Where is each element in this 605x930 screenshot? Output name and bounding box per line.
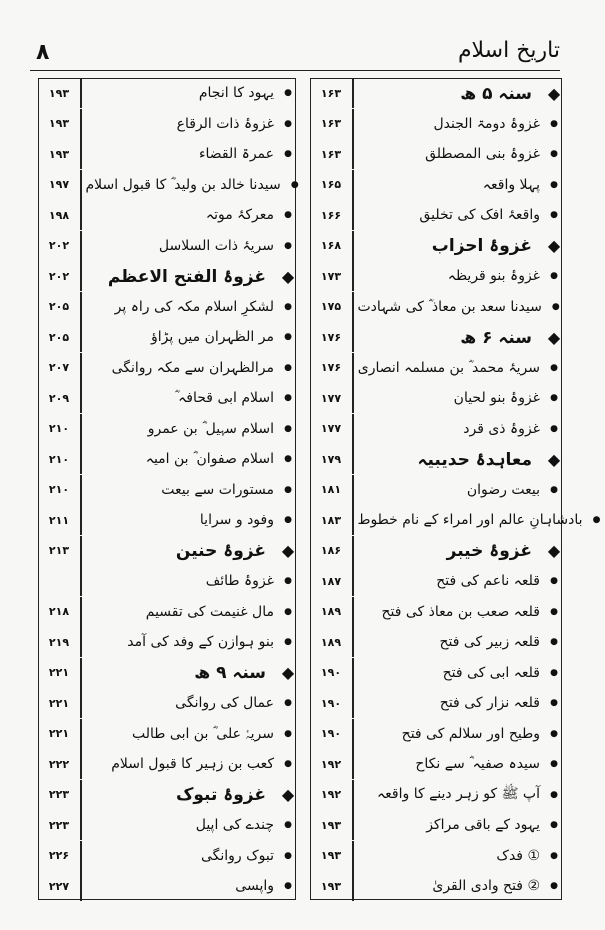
toc-entry[interactable] — [310, 871, 562, 901]
dot-bullet-icon: ● — [284, 332, 292, 342]
dot-bullet-icon: ● — [550, 698, 558, 708]
dot-bullet-icon: ● — [550, 850, 558, 861]
toc-entry-title: غزوۂ بنی المصطلق — [425, 146, 540, 162]
toc-entry-title: غزوۂ ذی قرد — [463, 420, 540, 437]
dot-bullet-icon: ● — [550, 820, 558, 830]
dot-bullet-icon: ● — [284, 850, 292, 861]
toc-entry[interactable] — [310, 597, 562, 627]
toc-page-number: ۱۹۰ — [320, 696, 342, 710]
dot-bullet-icon: ● — [284, 362, 292, 373]
toc-entry-title: ① فدک — [496, 847, 540, 864]
toc-page-number: ۲۲۳ — [48, 818, 70, 832]
book-title: تاریخ اسلام — [457, 38, 560, 63]
toc-entry-title: غزوۂ بنو قریظہ — [447, 268, 540, 284]
dot-bullet-icon: ● — [290, 179, 299, 190]
toc-page-number: ۱۹۳ — [48, 117, 70, 130]
dot-bullet-icon: ● — [550, 179, 558, 190]
toc-entry[interactable] — [38, 78, 296, 108]
toc-entry[interactable] — [310, 658, 562, 688]
toc-entry-title: غزوۂ دومۃ الجندل — [433, 115, 540, 132]
toc-page-number: ۲۰۷ — [48, 361, 70, 374]
toc-entry[interactable] — [310, 78, 562, 108]
toc-page-number: ۲۲۱ — [48, 666, 70, 679]
toc-page-number: ۲۰۲ — [48, 239, 70, 252]
toc-entry[interactable] — [38, 322, 296, 352]
toc-entry-title: سریۂ ذات السلاسل — [158, 237, 274, 254]
toc-page-number: ۱۶۶ — [320, 208, 342, 222]
toc-entry[interactable] — [310, 322, 562, 352]
toc-entry-title: وفود و سرایا — [199, 512, 274, 528]
toc-entry[interactable] — [310, 749, 562, 779]
toc-entry-title: غزوۂ طائف — [205, 573, 274, 589]
toc-entry[interactable] — [38, 475, 296, 505]
toc-entry-title: غزوۂ احزاب — [431, 236, 532, 256]
toc-page-number: ۱۸۱ — [320, 483, 342, 496]
toc-entry-title: اسلام صفوان ؓ بن امیہ — [145, 451, 274, 467]
dot-bullet-icon: ● — [284, 301, 292, 312]
dot-bullet-icon: ● — [550, 759, 558, 769]
toc-page-number: ۱۹۳ — [320, 818, 342, 832]
dot-bullet-icon: ● — [592, 515, 601, 525]
toc-page-number: ۲۱۰ — [48, 452, 70, 466]
toc-page-number: ۱۶۳ — [320, 147, 342, 161]
toc-entry[interactable] — [310, 719, 562, 749]
dot-bullet-icon: ● — [284, 210, 292, 220]
toc-entry-title: یہود کا انجام — [198, 85, 274, 101]
toc-entry[interactable] — [310, 810, 562, 840]
toc-entry[interactable] — [38, 780, 296, 810]
toc-page-number: ۲۲۱ — [48, 727, 70, 740]
toc-page-number: ۲۱۸ — [48, 605, 70, 618]
dot-bullet-icon: ● — [550, 667, 558, 678]
toc-entry[interactable] — [38, 719, 296, 749]
toc-entry-title: سنہ ۹ ھ — [194, 663, 266, 683]
dot-bullet-icon: ● — [284, 881, 292, 891]
toc-entry[interactable] — [310, 475, 562, 505]
toc-entry-title: قلعہ نزار کی فتح — [439, 695, 540, 711]
toc-page-number: ۱۶۳ — [320, 86, 342, 100]
toc-page-number: ۲۲۳ — [48, 788, 70, 801]
toc-page-number: ۲۱۰ — [48, 422, 70, 435]
diamond-bullet-icon: ◆ — [281, 541, 295, 560]
toc-page-number: ۱۸۳ — [320, 513, 342, 527]
toc-entry-title: پہلا واقعہ — [482, 176, 540, 193]
toc-entry-title: قلعہ ابی کی فتح — [442, 664, 540, 681]
toc-entry[interactable] — [38, 139, 296, 169]
toc-entry-title: غزوۂ ذات الرقاع — [176, 115, 274, 132]
toc-entry[interactable] — [310, 383, 562, 413]
toc-page-number: ۲۱۹ — [48, 635, 70, 649]
dot-bullet-icon: ● — [284, 515, 292, 525]
right-column — [310, 78, 601, 903]
toc-entry-title: سریۂ علی ؓ بن ابی طالب — [132, 725, 274, 742]
dot-bullet-icon: ● — [550, 149, 558, 159]
toc-entry-title: سریۂ محمد ؓ بن مسلمہ انصاری — [357, 359, 540, 376]
toc-entry[interactable] — [38, 749, 296, 779]
toc-entry[interactable] — [38, 871, 296, 901]
toc-page-number: ۱۹۳ — [320, 849, 342, 862]
diamond-bullet-icon: ◆ — [281, 266, 295, 286]
toc-entry[interactable] — [310, 444, 562, 474]
toc-entry-title: غزوۂ تبوک — [175, 785, 266, 805]
toc-entry-title: ② فتح وادی القریٰ — [432, 878, 540, 894]
toc-page-number: ۱۷۷ — [320, 422, 342, 435]
toc-entry[interactable] — [310, 109, 562, 139]
toc-page-number: ۲۲۶ — [48, 849, 70, 862]
toc-entry-title: تبوک روانگی — [200, 847, 274, 864]
toc-page-number: ۱۶۸ — [320, 239, 342, 252]
toc-entry[interactable] — [38, 505, 296, 535]
toc-entry-title: قلعہ صعب بن معاذ کی فتح — [381, 603, 540, 620]
diamond-bullet-icon: ◆ — [547, 541, 561, 560]
toc-page-number: ۲۱۰ — [48, 483, 70, 496]
dot-bullet-icon: ● — [550, 484, 558, 495]
header-rule — [30, 70, 560, 71]
toc-page-number: ۲۲۷ — [48, 879, 70, 893]
toc-page-number: ۲۰۵ — [48, 330, 70, 344]
toc-entry[interactable] — [310, 536, 562, 566]
dot-bullet-icon: ● — [284, 454, 292, 464]
toc-entry-title: بادشاہانِ عالم اور امراء کے نام خطوط — [357, 512, 583, 528]
toc-entry[interactable] — [38, 231, 296, 261]
toc-entry-title: معرکۂ موتہ — [205, 207, 274, 223]
diamond-bullet-icon: ◆ — [281, 785, 295, 804]
toc-page-number: ۲۰۵ — [48, 300, 70, 313]
toc-entry[interactable] — [310, 353, 562, 383]
toc-page-number: ۱۷۷ — [320, 391, 342, 405]
toc-entry-title: واقعۂ افک کی تخلیق — [419, 207, 540, 223]
toc-entry-title: واپسی — [235, 878, 274, 894]
dot-bullet-icon: ● — [550, 210, 558, 220]
dot-bullet-icon: ● — [284, 118, 292, 129]
toc-entry[interactable] — [38, 444, 296, 474]
dot-bullet-icon: ● — [284, 606, 292, 617]
toc-page-number: ۱۹۷ — [48, 178, 70, 191]
toc-page-number: ۱۹۳ — [48, 86, 70, 100]
toc-entry[interactable] — [310, 566, 562, 596]
dot-bullet-icon: ● — [284, 637, 292, 647]
dot-bullet-icon: ● — [550, 637, 558, 647]
toc-entry-title: عمال کی روانگی — [175, 695, 274, 711]
dot-bullet-icon: ● — [551, 301, 560, 312]
toc-entry-title: مر الظہران میں پڑاؤ — [151, 329, 274, 345]
toc-entry[interactable] — [310, 292, 562, 322]
dot-bullet-icon: ● — [550, 881, 558, 891]
toc-page-number: ۱۹۳ — [48, 147, 70, 161]
diamond-bullet-icon: ◆ — [547, 83, 561, 103]
toc-page-number: ۱۷۵ — [320, 300, 342, 313]
toc-page-number: ۲۱۱ — [48, 513, 70, 527]
dot-bullet-icon: ● — [284, 759, 292, 769]
toc-page-number: ۱۷۳ — [320, 269, 342, 283]
dot-bullet-icon: ● — [284, 88, 292, 98]
dot-bullet-icon: ● — [284, 149, 292, 159]
toc-entry-title: یہود کے باقی مراکز — [426, 817, 540, 833]
dot-bullet-icon: ● — [550, 118, 558, 129]
toc-page-number: ۱۶۵ — [320, 178, 342, 191]
toc-entry[interactable] — [38, 261, 296, 291]
diamond-bullet-icon: ◆ — [281, 663, 295, 682]
dot-bullet-icon: ● — [284, 728, 292, 739]
toc-entry-title: غزوۂ بنو لحیان — [453, 390, 540, 406]
toc-entry-title: مرالظہران سے مکہ روانگی — [111, 359, 274, 376]
toc-entry-title: مستورات سے بیعت — [161, 481, 274, 498]
toc-page-number: ۱۹۳ — [320, 879, 342, 893]
toc-entry[interactable] — [38, 383, 296, 413]
toc-entry-title: اسلام سہیل ؓ بن عمرو — [147, 420, 274, 437]
toc-entry-title: اسلام ابی قحافہ ؓ — [174, 390, 274, 406]
dot-bullet-icon: ● — [550, 423, 558, 434]
toc-page-number: ۱۶۳ — [320, 117, 342, 130]
toc-entry-title: لشکرِ اسلام مکہ کی راہ پر — [114, 298, 274, 315]
dot-bullet-icon: ● — [550, 271, 558, 281]
dot-bullet-icon: ● — [284, 393, 292, 403]
toc-entry[interactable] — [310, 841, 562, 871]
toc-entry-title: غزوۂ الفتح الاعظم — [107, 266, 266, 287]
dot-bullet-icon: ● — [550, 393, 558, 403]
toc-entry[interactable] — [38, 292, 296, 322]
toc-entry[interactable] — [310, 627, 562, 657]
diamond-bullet-icon: ◆ — [547, 236, 561, 255]
toc-entry[interactable] — [38, 597, 296, 627]
toc-entry[interactable] — [310, 139, 562, 169]
page-number: ۸ — [36, 40, 50, 65]
toc-entry[interactable] — [310, 780, 562, 810]
toc-entry-title: معاہدۂ حدیبیہ — [417, 449, 532, 470]
dot-bullet-icon: ● — [550, 576, 558, 586]
toc-page-number: ۲۲۱ — [48, 696, 70, 710]
left-column — [38, 78, 299, 903]
toc-entry-title: آپ ﷺ کو زہر دینے کا واقعہ — [376, 785, 540, 802]
toc-entry[interactable] — [310, 200, 562, 230]
toc-entry[interactable] — [310, 688, 562, 718]
toc-page-number: ۱۸۷ — [320, 574, 342, 588]
toc-entry[interactable] — [310, 231, 562, 261]
dot-bullet-icon: ● — [284, 576, 292, 586]
toc-entry[interactable] — [310, 170, 562, 200]
dot-bullet-icon: ● — [550, 789, 558, 800]
toc-entry-title: قلعہ زبیر کی فتح — [439, 634, 540, 650]
toc-entry[interactable] — [38, 810, 296, 840]
diamond-bullet-icon: ◆ — [547, 327, 561, 347]
toc-entry[interactable] — [38, 109, 296, 139]
toc-entry-title: غزوۂ حنین — [175, 541, 266, 561]
toc-page-number: ۱۹۰ — [320, 666, 342, 679]
toc-entry-title: قلعہ ناعم کی فتح — [436, 573, 540, 589]
toc-page-number: ۲۰۹ — [48, 391, 70, 405]
toc-entry[interactable] — [38, 200, 296, 230]
dot-bullet-icon: ● — [550, 606, 558, 617]
toc-entry-title: غزوۂ خیبر — [446, 541, 532, 561]
toc-page-number: ۲۱۳ — [48, 544, 70, 557]
toc-page-number: ۲۲۲ — [48, 757, 70, 771]
toc-entry-title: سنہ ۵ ھ — [460, 83, 532, 104]
toc-page-number: ۱۹۸ — [48, 208, 70, 222]
toc-entry-title: سیدنا سعد بن معاذ ؓ کی شہادت — [357, 298, 542, 315]
toc-page-number: ۱۸۹ — [320, 635, 342, 649]
toc-entry[interactable] — [310, 261, 562, 291]
toc-page-number: ۱۷۶ — [320, 330, 342, 344]
toc-entry[interactable] — [38, 170, 299, 200]
toc-entry-title: بنو ہوازن کے وفد کی آمد — [127, 634, 274, 650]
dot-bullet-icon: ● — [284, 240, 292, 251]
dot-bullet-icon: ● — [284, 698, 292, 708]
toc-entry-title: عمرۃ القضاء — [198, 146, 274, 162]
toc-entry-title: سیدہ صفیہ ؓ سے نکاح — [415, 756, 540, 772]
toc-page-number: ۱۷۶ — [320, 361, 342, 374]
dot-bullet-icon: ● — [284, 820, 292, 830]
diamond-bullet-icon: ◆ — [547, 449, 561, 469]
toc-entry[interactable] — [310, 414, 562, 444]
dot-bullet-icon: ● — [550, 728, 558, 739]
toc-page-number: ۱۷۹ — [320, 452, 342, 466]
toc-page-number: ۱۹۰ — [320, 727, 342, 740]
toc-entry[interactable] — [38, 627, 296, 657]
toc-page-number: ۲۰۲ — [48, 269, 70, 283]
dot-bullet-icon: ● — [550, 362, 558, 373]
toc-entry[interactable] — [38, 536, 296, 566]
toc-entry[interactable] — [38, 353, 296, 383]
toc-entry-title: چندے کی اپیل — [195, 817, 274, 833]
toc-entry[interactable] — [310, 505, 601, 535]
dot-bullet-icon: ● — [284, 423, 292, 434]
toc-entry[interactable] — [38, 566, 296, 596]
toc-entry[interactable] — [38, 414, 296, 444]
toc-entry-title: سنہ ۶ ھ — [460, 327, 532, 348]
toc-entry[interactable] — [38, 658, 296, 688]
toc-entry-title: بیعت رضوان — [466, 481, 540, 498]
toc-page-number: ۱۸۹ — [320, 605, 342, 618]
toc-page-number: ۱۸۶ — [320, 544, 342, 557]
toc-entry-title: کعب بن زہیر کا قبول اسلام — [111, 756, 274, 772]
toc-page-number: ۱۹۲ — [320, 788, 342, 801]
toc-entry-title: وطیح اور سلالم کی فتح — [401, 725, 540, 742]
toc-entry-title: سیدنا خالد بن ولید ؓ کا قبول اسلام — [85, 176, 281, 193]
dot-bullet-icon: ● — [284, 484, 292, 495]
toc-entry-title: مال غنیمت کی تقسیم — [145, 603, 274, 620]
toc-entry[interactable] — [38, 688, 296, 718]
toc-page-number: ۱۹۲ — [320, 757, 342, 771]
toc-entry[interactable] — [38, 841, 296, 871]
